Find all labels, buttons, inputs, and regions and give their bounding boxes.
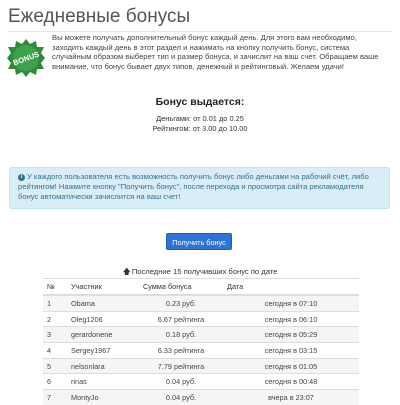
row-number: 2 xyxy=(43,311,67,327)
row-date: сегодня в 03:15 xyxy=(223,343,359,359)
row-sum: 7.79 рейтинга xyxy=(139,358,223,374)
bonus-money-line: Деньгами: от 0.01 до 0.25 xyxy=(156,114,244,123)
row-date: сегодня в 06:10 xyxy=(223,311,359,327)
table-row xyxy=(43,374,359,390)
table-row xyxy=(43,390,359,405)
row-user: nelsonlara xyxy=(67,358,139,374)
row-number: 7 xyxy=(43,390,67,405)
last-winners-heading-text: Последние 15 получивших бонус по дате xyxy=(131,267,278,276)
column-header-sum: Сумма бонуса xyxy=(139,279,223,296)
info-alert xyxy=(9,167,390,209)
row-number: 5 xyxy=(43,358,67,374)
row-user: MontyJo xyxy=(67,390,139,405)
intro-text: Вы можете получать дополнительный бонус каждый день. Для этого вам необходимо, заходить каждый день в этот раздел и нажимать на кнопку получить бонус, система случайным образом выберет тип и размер бонуса, и зачислит на ваш счет. Обращаем ваше внимание, что бонус бывает двух типов, денежный и рейтинговый. Желаем удачи! xyxy=(52,33,379,71)
column-header-date: Дата xyxy=(223,279,359,296)
winners-table xyxy=(43,278,359,405)
bonus-badge-icon xyxy=(6,38,46,78)
row-sum: 0.04 руб. xyxy=(139,390,223,405)
table-row xyxy=(43,295,359,311)
row-date: сегодня в 07:10 xyxy=(223,295,359,311)
row-user: Obama xyxy=(67,295,139,311)
row-date: сегодня в 01:05 xyxy=(223,358,359,374)
row-user: Oleg1206 xyxy=(67,311,139,327)
table-header-row xyxy=(43,279,359,296)
row-sum: 0.04 руб. xyxy=(139,374,223,390)
row-date: сегодня в 05:29 xyxy=(223,327,359,343)
row-number: 6 xyxy=(43,374,67,390)
row-user: gerardonene xyxy=(67,327,139,343)
alert-text: У каждого пользователя есть возможность получить бонус либо деньгами на рабочий счёт, либо рейтингом! Нажмите кнопку "Получить бонус", после перехода и просмотра сайта рекламодателя бонус автоматически зачислится на ваш счет! xyxy=(18,172,369,201)
bonus-rating-line: Рейтингом: от 3.00 до 10.00 xyxy=(152,124,248,133)
row-sum: 0.18 руб. xyxy=(139,327,223,343)
row-sum: 6.67 рейтинга xyxy=(139,311,223,327)
badge-text: BONUS xyxy=(11,49,41,68)
table-row xyxy=(43,358,359,374)
title-divider xyxy=(8,31,392,32)
column-header-number: № xyxy=(43,279,67,296)
row-user: Sergey1967 xyxy=(67,343,139,359)
column-header-user: Участник xyxy=(67,279,139,296)
row-date: сегодня в 00:48 xyxy=(223,374,359,390)
row-number: 3 xyxy=(43,327,67,343)
row-sum: 0.23 руб. xyxy=(139,295,223,311)
get-bonus-button[interactable]: Получить бонус xyxy=(166,233,232,250)
row-number: 1 xyxy=(43,295,67,311)
table-row xyxy=(43,311,359,327)
arrow-up-icon: 🡅 xyxy=(122,267,131,276)
row-number: 4 xyxy=(43,343,67,359)
table-row xyxy=(43,343,359,359)
bonus-heading: Бонус выдается: xyxy=(155,96,245,108)
row-sum: 6.33 рейтинга xyxy=(139,343,223,359)
row-date: вчера в 23:07 xyxy=(223,390,359,405)
info-icon: i xyxy=(18,174,25,181)
row-user: rinas xyxy=(67,374,139,390)
page-title: Ежедневные бонусы xyxy=(8,6,191,27)
table-row xyxy=(43,327,359,343)
